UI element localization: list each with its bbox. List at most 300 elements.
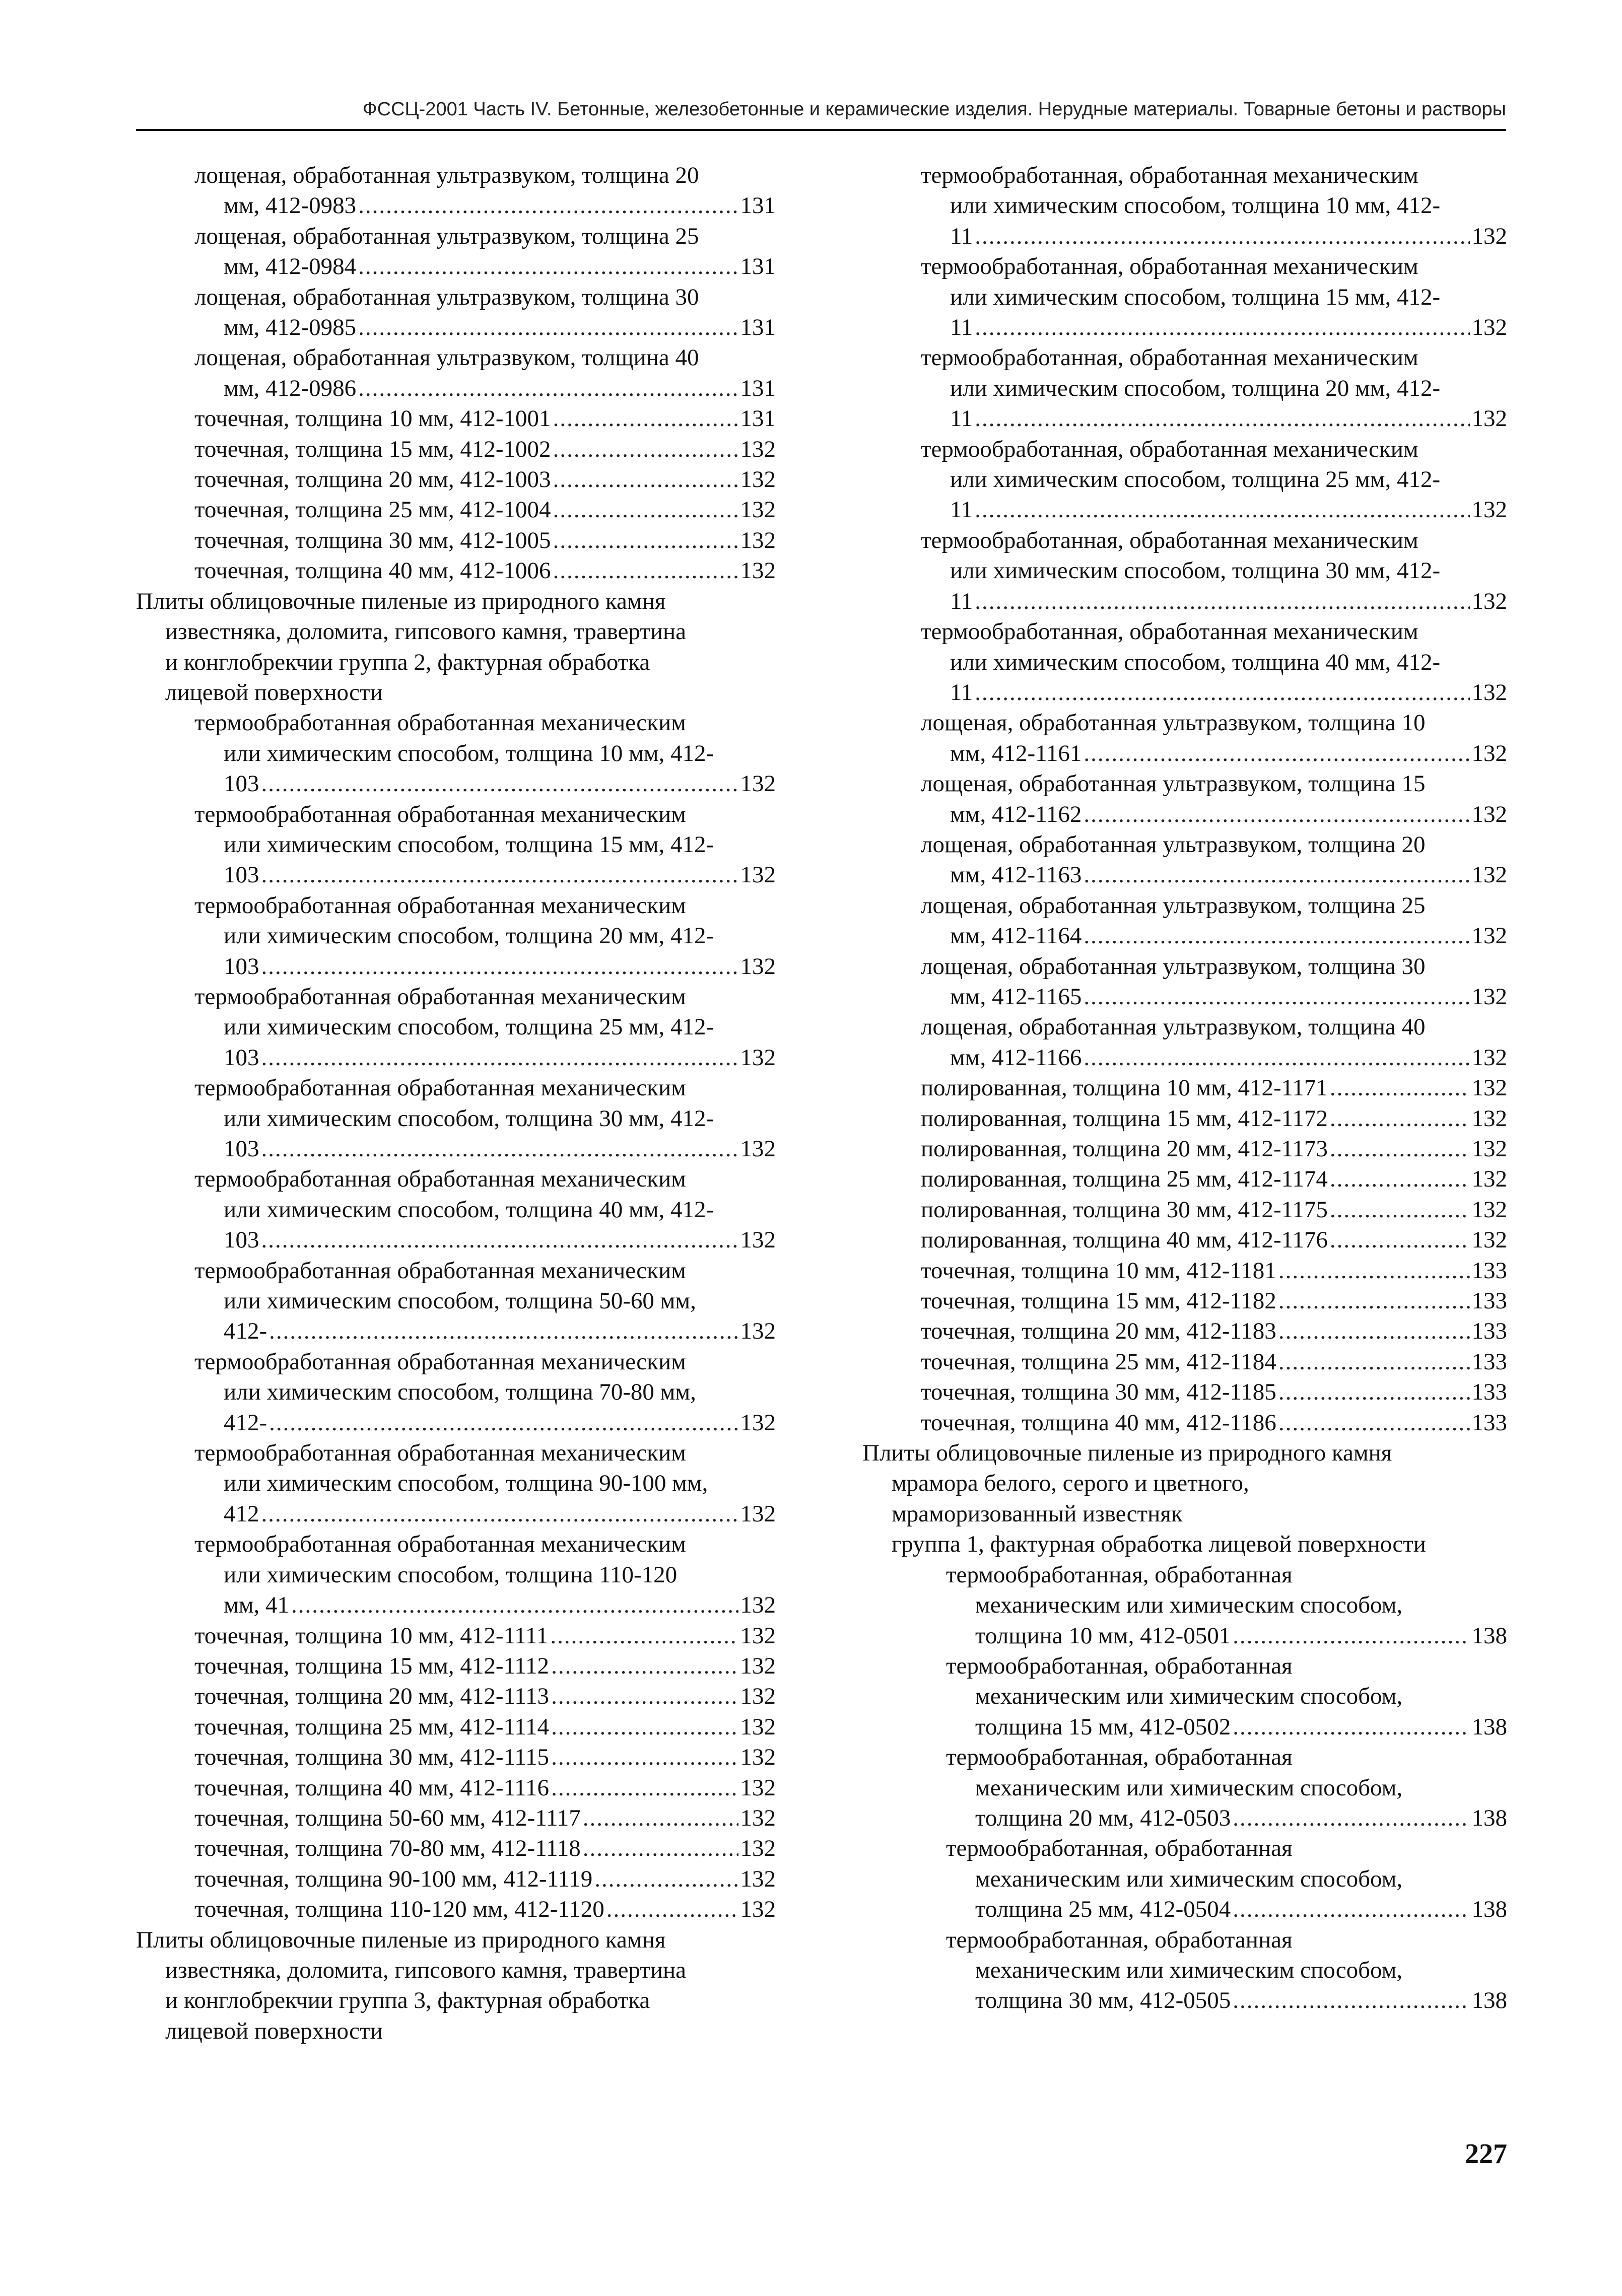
heading-line: известняка, доломита, гипсового камня, травертина: [165, 618, 687, 645]
entry-page-ref: 132: [740, 466, 776, 493]
entry-page-ref: 132: [1471, 1227, 1507, 1254]
entry-leader-line: [950, 738, 1507, 769]
entry-text-line: термообработанная, обработанная: [946, 1561, 1293, 1588]
entry-text-line: механическим или химическим способом,: [975, 1683, 1403, 1710]
entry-text-line: 11: [950, 405, 973, 432]
heading-line: лицевой поверхности: [165, 2017, 383, 2044]
entry-text-line: точечная, толщина 25 мм, 412-1114: [194, 1713, 550, 1740]
entry-page-ref: 132: [1471, 1196, 1507, 1223]
entry-leader-line: [921, 1256, 1507, 1286]
entry-leader-line: [921, 1316, 1507, 1346]
entry-text-line: точечная, толщина 40 мм, 412-1116: [194, 1774, 550, 1801]
entry-leader-line: [921, 1408, 1507, 1438]
heading-line: Плиты облицовочные пиленые из природного камня: [136, 1926, 666, 1953]
dot-leader: [1330, 1134, 1470, 1164]
entry-page-ref: 138: [1471, 1622, 1507, 1649]
index-entry: [862, 1164, 1507, 1194]
page-number: 227: [1465, 2138, 1507, 2170]
dot-leader: [553, 525, 738, 555]
entry-page-ref: 132: [1471, 405, 1507, 432]
index-entry: [862, 616, 1507, 708]
dot-leader: [1278, 1408, 1470, 1438]
entry-text-line: мм, 412-1163: [950, 862, 1082, 888]
index-entry: [136, 1712, 776, 1742]
index-entry: [136, 708, 776, 799]
index-entry: [862, 1316, 1507, 1346]
index-entry: [862, 1408, 1507, 1438]
dot-leader: [1084, 921, 1469, 951]
entry-text-line: 103: [224, 862, 259, 888]
entry-text-line: лощеная, обработанная ультразвуком, толщина 25: [194, 223, 699, 249]
entry-text-line: точечная, толщина 50-60 мм, 412-1117: [194, 1804, 581, 1831]
entry-text-line: лощеная, обработанная ультразвуком, толщина 25: [921, 892, 1426, 919]
dot-leader: [358, 312, 738, 342]
dot-leader: [1084, 982, 1469, 1012]
entry-text-line: или химическим способом, толщина 50-60 мм,: [224, 1288, 696, 1314]
dot-leader: [1084, 860, 1469, 890]
index-entry: [862, 160, 1507, 251]
entry-page-ref: 132: [740, 1318, 776, 1345]
entry-page-ref: 132: [1471, 314, 1507, 341]
index-entry: [862, 1073, 1507, 1103]
heading-line: лицевой поверхности: [165, 679, 383, 706]
entry-text-line: термообработанная обработанная механическим: [194, 1166, 686, 1193]
dot-leader: [975, 677, 1469, 708]
entry-page-ref: 132: [740, 497, 776, 523]
entry-leader-line: [950, 677, 1507, 708]
entry-leader-line: [224, 1134, 776, 1164]
entry-text-line: 11: [950, 679, 973, 706]
heading-line: Плиты облицовочные пиленые из природного камня: [136, 588, 666, 614]
dot-leader: [553, 403, 738, 434]
dot-leader: [553, 495, 738, 525]
entry-text-line: толщина 30 мм, 412-0505: [975, 1987, 1231, 2014]
entry-text-line: мм, 412-1162: [950, 801, 1082, 827]
index-entry: [862, 1134, 1507, 1164]
entry-text-line: 412-: [224, 1318, 267, 1345]
entry-page-ref: 133: [1471, 1318, 1507, 1345]
index-entry: [862, 1833, 1507, 1924]
entry-leader-line: [194, 1651, 776, 1681]
dot-leader: [261, 1499, 738, 1529]
entry-text-line: или химическим способом, толщина 15 мм, 412-: [224, 831, 714, 858]
entry-leader-line: [950, 495, 1507, 525]
entry-leader-line: [194, 1894, 776, 1924]
dot-leader: [358, 373, 738, 403]
entry-leader-line: [194, 1864, 776, 1894]
entry-text-line: лощеная, обработанная ультразвуком, толщина 20: [921, 831, 1426, 858]
entry-text-line: лощеная, обработанная ультразвуком, толщина 20: [194, 162, 699, 188]
entry-text-line: механическим или химическим способом,: [975, 1592, 1403, 1619]
index-entry: [862, 829, 1507, 890]
entry-leader-line: [950, 982, 1507, 1012]
index-entry: [136, 1681, 776, 1711]
dot-leader: [1278, 1256, 1470, 1286]
entry-text-line: толщина 25 мм, 412-0504: [975, 1896, 1231, 1923]
entry-text-line: точечная, толщина 20 мм, 412-1113: [194, 1683, 550, 1710]
entry-page-ref: 132: [740, 1652, 776, 1679]
heading-line: и конглобрекчии группа 3, фактурная обработка: [165, 1987, 650, 2014]
entry-leader-line: [194, 1803, 776, 1833]
entry-leader-line: [194, 434, 776, 464]
entry-text-line: лощеная, обработанная ультразвуком, толщина 40: [194, 344, 699, 371]
entry-text-line: термообработанная обработанная механическим: [194, 1440, 686, 1467]
index-entry: [136, 890, 776, 982]
entry-text-line: мм, 412-1161: [950, 740, 1082, 767]
dot-leader: [1330, 1164, 1470, 1194]
entry-text-line: механическим или химическим способом,: [975, 1957, 1403, 1983]
entry-text-line: термообработанная обработанная механическим: [194, 1348, 686, 1375]
entry-text-line: термообработанная, обработанная: [946, 1835, 1293, 1862]
index-entry: [862, 1651, 1507, 1742]
entry-leader-line: [950, 860, 1507, 890]
entry-text-line: 103: [224, 1227, 259, 1254]
entry-text-line: или химическим способом, толщина 25 мм, 412-: [950, 466, 1441, 493]
index-entry: [862, 1256, 1507, 1286]
index-entry: [862, 890, 1507, 951]
entry-text-line: или химическим способом, толщина 25 мм, 412-: [224, 1014, 714, 1040]
entry-text-line: или химическим способом, толщина 10 мм, 412-: [224, 740, 714, 767]
entry-text-line: 11: [950, 497, 973, 523]
index-entry: [136, 1529, 776, 1620]
entry-leader-line: [194, 1681, 776, 1711]
entry-text-line: точечная, толщина 10 мм, 412-1111: [194, 1622, 549, 1649]
heading-line: известняка, доломита, гипсового камня, травертина: [165, 1957, 687, 1983]
entry-page-ref: 132: [740, 436, 776, 462]
dot-leader: [358, 190, 738, 221]
entry-page-ref: 131: [740, 192, 776, 219]
entry-page-ref: 132: [740, 1683, 776, 1710]
entry-leader-line: [224, 769, 776, 799]
index-entry: [136, 403, 776, 434]
index-entry: [136, 495, 776, 525]
entry-text-line: точечная, толщина 25 мм, 412-1004: [194, 497, 551, 523]
dot-leader: [1233, 1712, 1469, 1742]
entry-page-ref: 133: [1471, 1257, 1507, 1284]
dot-leader: [975, 586, 1469, 616]
entry-text-line: полированная, толщина 20 мм, 412-1173: [921, 1136, 1328, 1162]
entry-text-line: или химическим способом, толщина 40 мм, 412-: [950, 649, 1441, 675]
entry-text-line: мм, 412-0985: [224, 314, 357, 341]
entry-page-ref: 132: [740, 771, 776, 797]
entry-leader-line: [975, 1621, 1507, 1651]
index-heading: [862, 1529, 1507, 1559]
index-entry: [136, 982, 776, 1073]
dot-leader: [583, 1803, 738, 1833]
entry-leader-line: [194, 1621, 776, 1651]
index-entry: [862, 1377, 1507, 1407]
entry-text-line: или химическим способом, толщина 20 мм, 412-: [224, 923, 714, 949]
entry-page-ref: 132: [740, 1865, 776, 1892]
index-entry: [862, 769, 1507, 829]
dot-leader: [261, 951, 738, 982]
entry-text-line: точечная, толщина 10 мм, 412-1181: [921, 1257, 1276, 1284]
entry-leader-line: [194, 464, 776, 495]
entry-text-line: термообработанная обработанная механическим: [194, 1257, 686, 1284]
dot-leader: [1278, 1316, 1470, 1346]
entry-leader-line: [921, 1286, 1507, 1316]
entry-text-line: термообработанная, обработанная механическим: [921, 436, 1418, 462]
entry-leader-line: [194, 1742, 776, 1772]
entry-leader-line: [921, 1164, 1507, 1194]
entry-text-line: механическим или химическим способом,: [975, 1774, 1403, 1801]
dot-leader: [1084, 1042, 1469, 1073]
entry-page-ref: 132: [1471, 1075, 1507, 1101]
dot-leader: [1330, 1195, 1470, 1225]
entry-leader-line: [224, 1042, 776, 1073]
entry-text-line: точечная, толщина 15 мм, 412-1112: [194, 1652, 550, 1679]
entry-text-line: 11: [950, 314, 973, 341]
entry-page-ref: 131: [740, 253, 776, 280]
index-entry: [136, 1073, 776, 1164]
entry-text-line: мм, 412-0984: [224, 253, 357, 280]
entry-leader-line: [975, 1985, 1507, 2015]
entry-page-ref: 132: [740, 1622, 776, 1649]
entry-text-line: механическим или химическим способом,: [975, 1865, 1403, 1892]
entry-leader-line: [921, 1134, 1507, 1164]
dot-leader: [291, 1590, 738, 1620]
entry-text-line: точечная, толщина 20 мм, 412-1183: [921, 1318, 1276, 1345]
index-column-right: [862, 160, 1507, 2016]
entry-leader-line: [975, 1712, 1507, 1742]
entry-page-ref: 132: [1471, 983, 1507, 1010]
entry-text-line: термообработанная, обработанная механическим: [921, 162, 1418, 188]
entry-leader-line: [194, 495, 776, 525]
heading-line: группа 1, фактурная обработка лицевой поверхности: [892, 1531, 1426, 1558]
entry-text-line: или химическим способом, толщина 30 мм, 412-: [224, 1105, 714, 1132]
index-entry: [862, 434, 1507, 525]
entry-text-line: толщина 10 мм, 412-0501: [975, 1622, 1231, 1649]
entry-leader-line: [224, 1408, 776, 1438]
entry-page-ref: 132: [740, 862, 776, 888]
dot-leader: [551, 1651, 738, 1681]
index-entry: [862, 1560, 1507, 1651]
entry-text-line: мм, 41: [224, 1592, 289, 1619]
entry-leader-line: [194, 403, 776, 434]
entry-text-line: лощеная, обработанная ультразвуком, толщина 40: [921, 1014, 1426, 1040]
index-entry: [136, 525, 776, 555]
entry-text-line: точечная, толщина 70-80 мм, 412-1118: [194, 1835, 581, 1862]
entry-leader-line: [194, 1833, 776, 1863]
entry-leader-line: [921, 1377, 1507, 1407]
entry-page-ref: 132: [740, 1774, 776, 1801]
entry-text-line: точечная, толщина 15 мм, 412-1182: [921, 1288, 1276, 1314]
heading-line: мрамора белого, серого и цветного,: [892, 1470, 1249, 1497]
index-entry: [862, 525, 1507, 616]
entry-page-ref: 131: [740, 314, 776, 341]
entry-text-line: 11: [950, 588, 973, 614]
dot-leader: [551, 1681, 738, 1711]
index-entry: [862, 1103, 1507, 1134]
entry-text-line: термообработанная, обработанная: [946, 1926, 1293, 1953]
entry-text-line: 412-: [224, 1409, 267, 1436]
entry-page-ref: 131: [740, 405, 776, 432]
entry-text-line: точечная, толщина 40 мм, 412-1186: [921, 1409, 1276, 1436]
dot-leader: [1233, 1621, 1469, 1651]
dot-leader: [1330, 1225, 1470, 1255]
entry-text-line: точечная, толщина 110-120 мм, 412-1120: [194, 1896, 604, 1923]
entry-text-line: термообработанная, обработанная: [946, 1744, 1293, 1771]
heading-line: и конглобрекчии группа 2, фактурная обработка: [165, 649, 650, 675]
entry-page-ref: 132: [740, 527, 776, 553]
entry-leader-line: [224, 190, 776, 221]
index-entry: [136, 1803, 776, 1833]
entry-text-line: мм, 412-1166: [950, 1044, 1082, 1071]
entry-text-line: или химическим способом, толщина 40 мм, 412-: [224, 1196, 714, 1223]
entry-text-line: термообработанная, обработанная механическим: [921, 253, 1418, 280]
entry-page-ref: 132: [740, 1804, 776, 1831]
dot-leader: [553, 555, 738, 586]
index-entry: [136, 799, 776, 890]
index-entry: [136, 221, 776, 282]
dot-leader: [358, 251, 738, 282]
entry-page-ref: 132: [740, 1896, 776, 1923]
entry-page-ref: 132: [1471, 801, 1507, 827]
entry-text-line: мм, 412-0983: [224, 192, 357, 219]
entry-text-line: термообработанная, обработанная механическим: [921, 344, 1418, 371]
entry-text-line: толщина 15 мм, 412-0502: [975, 1713, 1231, 1740]
index-entry: [862, 1347, 1507, 1377]
dot-leader: [606, 1894, 738, 1924]
entry-text-line: точечная, толщина 15 мм, 412-1002: [194, 436, 551, 462]
entry-page-ref: 132: [740, 1713, 776, 1740]
index-entry: [136, 1256, 776, 1347]
index-entry: [862, 342, 1507, 434]
entry-text-line: точечная, толщина 90-100 мм, 412-1119: [194, 1865, 593, 1892]
entry-text-line: точечная, толщина 10 мм, 412-1001: [194, 405, 551, 432]
entry-leader-line: [921, 1195, 1507, 1225]
index-entry: [136, 1347, 776, 1438]
index-entry: [136, 1742, 776, 1772]
entry-text-line: или химическим способом, толщина 90-100 мм,: [224, 1470, 708, 1497]
entry-text-line: лощеная, обработанная ультразвуком, толщина 10: [921, 710, 1426, 736]
index-entry: [862, 708, 1507, 769]
index-entry: [136, 160, 776, 221]
dot-leader: [261, 1225, 738, 1255]
index-entry: [136, 282, 776, 343]
entry-text-line: термообработанная, обработанная механическим: [921, 527, 1418, 553]
dot-leader: [261, 769, 738, 799]
index-entry: [136, 1833, 776, 1863]
entry-page-ref: 132: [1471, 862, 1507, 888]
entry-text-line: термообработанная, обработанная механическим: [921, 618, 1418, 645]
entry-page-ref: 132: [740, 558, 776, 584]
index-entry: [862, 951, 1507, 1012]
index-entry: [136, 1894, 776, 1924]
entry-text-line: 103: [224, 771, 259, 797]
entry-leader-line: [950, 1042, 1507, 1073]
heading-line: Плиты облицовочные пиленые из природного камня: [862, 1440, 1392, 1467]
index-entry: [136, 1864, 776, 1894]
entry-leader-line: [194, 1773, 776, 1803]
index-entry: [136, 1621, 776, 1651]
entry-text-line: лощеная, обработанная ультразвуком, толщина 15: [921, 771, 1426, 797]
entry-leader-line: [921, 1073, 1507, 1103]
dot-leader: [551, 1773, 738, 1803]
entry-page-ref: 133: [1471, 1348, 1507, 1375]
index-heading: [136, 586, 776, 708]
dot-leader: [1084, 799, 1469, 829]
entry-text-line: термообработанная обработанная механическим: [194, 1075, 686, 1101]
entry-page-ref: 132: [740, 1744, 776, 1771]
entry-leader-line: [921, 1103, 1507, 1134]
entry-leader-line: [950, 221, 1507, 251]
entry-page-ref: 132: [1471, 1166, 1507, 1193]
dot-leader: [261, 1134, 738, 1164]
entry-text-line: точечная, толщина 40 мм, 412-1006: [194, 558, 551, 584]
entry-leader-line: [224, 951, 776, 982]
dot-leader: [1278, 1377, 1470, 1407]
entry-leader-line: [950, 586, 1507, 616]
entry-leader-line: [950, 921, 1507, 951]
entry-text-line: толщина 20 мм, 412-0503: [975, 1804, 1231, 1831]
entry-page-ref: 131: [740, 375, 776, 401]
index-column-left: [136, 160, 776, 2046]
entry-text-line: 103: [224, 1136, 259, 1162]
entry-text-line: термообработанная обработанная механическим: [194, 1531, 686, 1558]
entry-leader-line: [224, 1590, 776, 1620]
entry-text-line: или химическим способом, толщина 20 мм, 412-: [950, 375, 1441, 401]
entry-leader-line: [224, 373, 776, 403]
entry-leader-line: [194, 555, 776, 586]
dot-leader: [594, 1864, 738, 1894]
dot-leader: [1330, 1103, 1470, 1134]
entry-page-ref: 138: [1471, 1713, 1507, 1740]
dot-leader: [550, 1621, 738, 1651]
entry-text-line: 103: [224, 1044, 259, 1071]
entry-page-ref: 138: [1471, 1987, 1507, 2014]
entry-text-line: точечная, толщина 20 мм, 412-1003: [194, 466, 551, 493]
entry-page-ref: 132: [1471, 740, 1507, 767]
dot-leader: [1278, 1347, 1470, 1377]
entry-leader-line: [194, 1712, 776, 1742]
entry-text-line: термообработанная обработанная механическим: [194, 892, 686, 919]
entry-page-ref: 133: [1471, 1288, 1507, 1314]
dot-leader: [1084, 738, 1469, 769]
entry-page-ref: 132: [740, 1136, 776, 1162]
entry-text-line: мм, 412-1165: [950, 983, 1082, 1010]
entry-text-line: точечная, толщина 25 мм, 412-1184: [921, 1348, 1276, 1375]
index-entry: [136, 1773, 776, 1803]
entry-text-line: 11: [950, 223, 973, 249]
index-entry: [136, 1164, 776, 1255]
entry-page-ref: 132: [1471, 1044, 1507, 1071]
entry-text-line: или химическим способом, толщина 15 мм, 412-: [950, 284, 1441, 310]
dot-leader: [975, 312, 1469, 342]
entry-leader-line: [224, 251, 776, 282]
entry-text-line: термообработанная обработанная механическим: [194, 983, 686, 1010]
index-entry: [862, 1012, 1507, 1073]
entry-page-ref: 132: [1471, 497, 1507, 523]
entry-leader-line: [224, 312, 776, 342]
running-header: ФССЦ-2001 Часть IV. Бетонные, железобетонные и керамические изделия. Нерудные материалы. Товарные бетоны и растворы: [362, 99, 1506, 120]
entry-text-line: лощеная, обработанная ультразвуком, толщина 30: [921, 953, 1426, 980]
index-entry: [136, 1438, 776, 1529]
index-entry: [136, 342, 776, 403]
entry-text-line: мм, 412-1164: [950, 923, 1082, 949]
index-entry: [136, 1651, 776, 1681]
entry-page-ref: 138: [1471, 1896, 1507, 1923]
entry-text-line: мм, 412-0986: [224, 375, 357, 401]
entry-leader-line: [194, 525, 776, 555]
index-entry: [862, 1925, 1507, 2016]
entry-text-line: полированная, толщина 15 мм, 412-1172: [921, 1105, 1328, 1132]
entry-page-ref: 132: [1471, 1136, 1507, 1162]
entry-text-line: точечная, толщина 30 мм, 412-1005: [194, 527, 551, 553]
entry-page-ref: 132: [740, 1044, 776, 1071]
dot-leader: [1233, 1803, 1469, 1833]
dot-leader: [1233, 1985, 1469, 2015]
